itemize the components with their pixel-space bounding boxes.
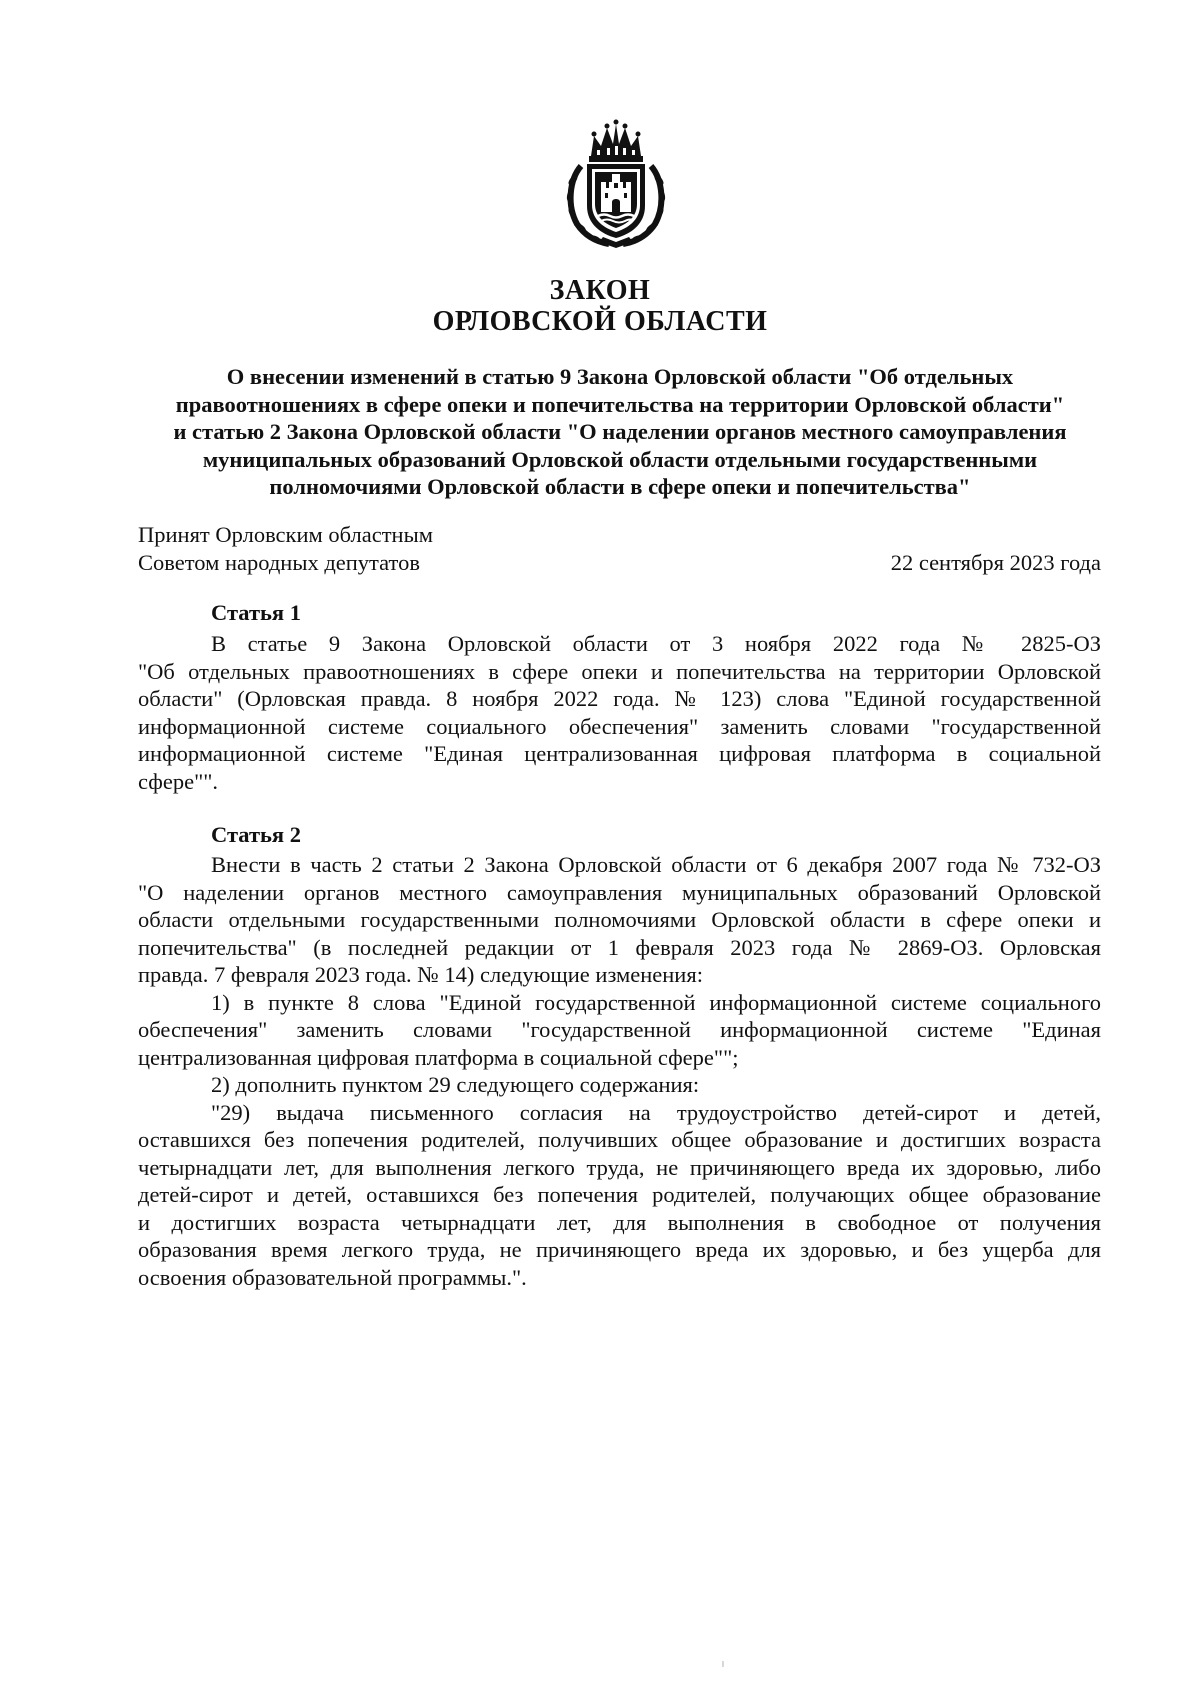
- text-line: Внести в часть 2 статьи 2 Закона Орловской области от 6 декабря 2007 года № 732-ОЗ: [211, 852, 1101, 877]
- text-line: "О наделении органов местного самоуправления муниципальных образований Орловской: [138, 879, 1101, 905]
- text-line: правда. 7 февраля 2023 года. № 14) следующие изменения:: [138, 962, 703, 987]
- text-line: В статье 9 Закона Орловской области от 3 ноября 2022 года № 2825-ОЗ: [211, 631, 1101, 656]
- law-title-line: правоотношениях в сфере опеки и попечительства на территории Орловской области": [175, 391, 1065, 417]
- text-line: и достигших возраста четырнадцати лет, для выполнения в свободное от получения: [138, 1209, 1101, 1235]
- text-line: 1) в пункте 8 слова "Единой государственной информационной системе социального: [211, 989, 1101, 1015]
- text-line: освоения образовательной программы.".: [138, 1264, 527, 1290]
- text-line: четырнадцати лет, для выполнения легкого труда, не причиняющего вреда их здоровью, либо: [138, 1154, 1101, 1180]
- law-title: [135, 363, 1105, 501]
- text-line: информационной системе "Единая централизованная цифровая платформа в социальной: [138, 741, 1101, 766]
- adoption-date: 22 сентября 2023 года: [890, 550, 1101, 575]
- article-2-text: [138, 851, 1101, 1291]
- text-line: сфере"".: [138, 768, 219, 794]
- law-title-line: полномочиями Орловской области в сфере опеки и попечительства": [269, 474, 971, 499]
- text-line: централизованная цифровая платформа в социальной сфере"";: [138, 1044, 739, 1070]
- scan-speck: [722, 1661, 724, 1667]
- text-line: области" (Орловская правда. 8 ноября 2022 года. № 123) слова "Единой государственной: [138, 686, 1101, 711]
- law-type-heading: ЗАКОН: [549, 275, 651, 306]
- text-line: "Об отдельных правоотношениях в сфере опеки и попечительства на территории Орловской: [138, 658, 1101, 684]
- text-line: оставшихся без попечения родителей, получивших общее образование и достигших возраста: [138, 1127, 1101, 1152]
- article-2-heading: Статья 2: [211, 822, 301, 847]
- law-title-line: муниципальных образований Орловской области отдельными государственными: [202, 446, 1038, 472]
- law-title-line: и статью 2 Закона Орловской области "О наделении органов местного самоуправления: [173, 419, 1067, 444]
- law-region-heading: ОРЛОВСКОЙ ОБЛАСТИ: [432, 306, 768, 337]
- adoption-line: Советом народных депутатов: [138, 550, 420, 575]
- text-line: обеспечения" заменить словами "государственной информационной системе "Единая: [138, 1017, 1101, 1042]
- text-line: 2) дополнить пунктом 29 следующего содержания:: [211, 1072, 700, 1097]
- text-line: попечительства" (в последней редакции от 1 февраля 2023 года № 2869-ОЗ. Орловская: [138, 934, 1101, 960]
- adoption-authority: [138, 521, 433, 577]
- text-line: "29) выдача письменного согласия на трудоустройство детей-сирот и детей,: [211, 1099, 1101, 1125]
- law-title-line: О внесении изменений в статью 9 Закона Орловской области "Об отдельных: [226, 364, 1014, 389]
- text-line: области отдельными государственными полномочиями Орловской области в сфере опеки и: [138, 907, 1101, 932]
- text-line: образования время легкого труда, не причиняющего вреда их здоровью, и без ущерба для: [138, 1237, 1101, 1262]
- text-line: детей-сирот и детей, оставшихся без попечения родителей, получающих общее образование: [138, 1182, 1101, 1207]
- article-1-heading: Статья 1: [211, 600, 301, 625]
- article-1-text: [138, 630, 1101, 795]
- text-line: информационной системе социального обеспечения" заменить словами "государственной: [138, 713, 1101, 739]
- coat-of-arms-icon: [563, 118, 669, 250]
- adoption-line: Принят Орловским областным: [138, 522, 433, 547]
